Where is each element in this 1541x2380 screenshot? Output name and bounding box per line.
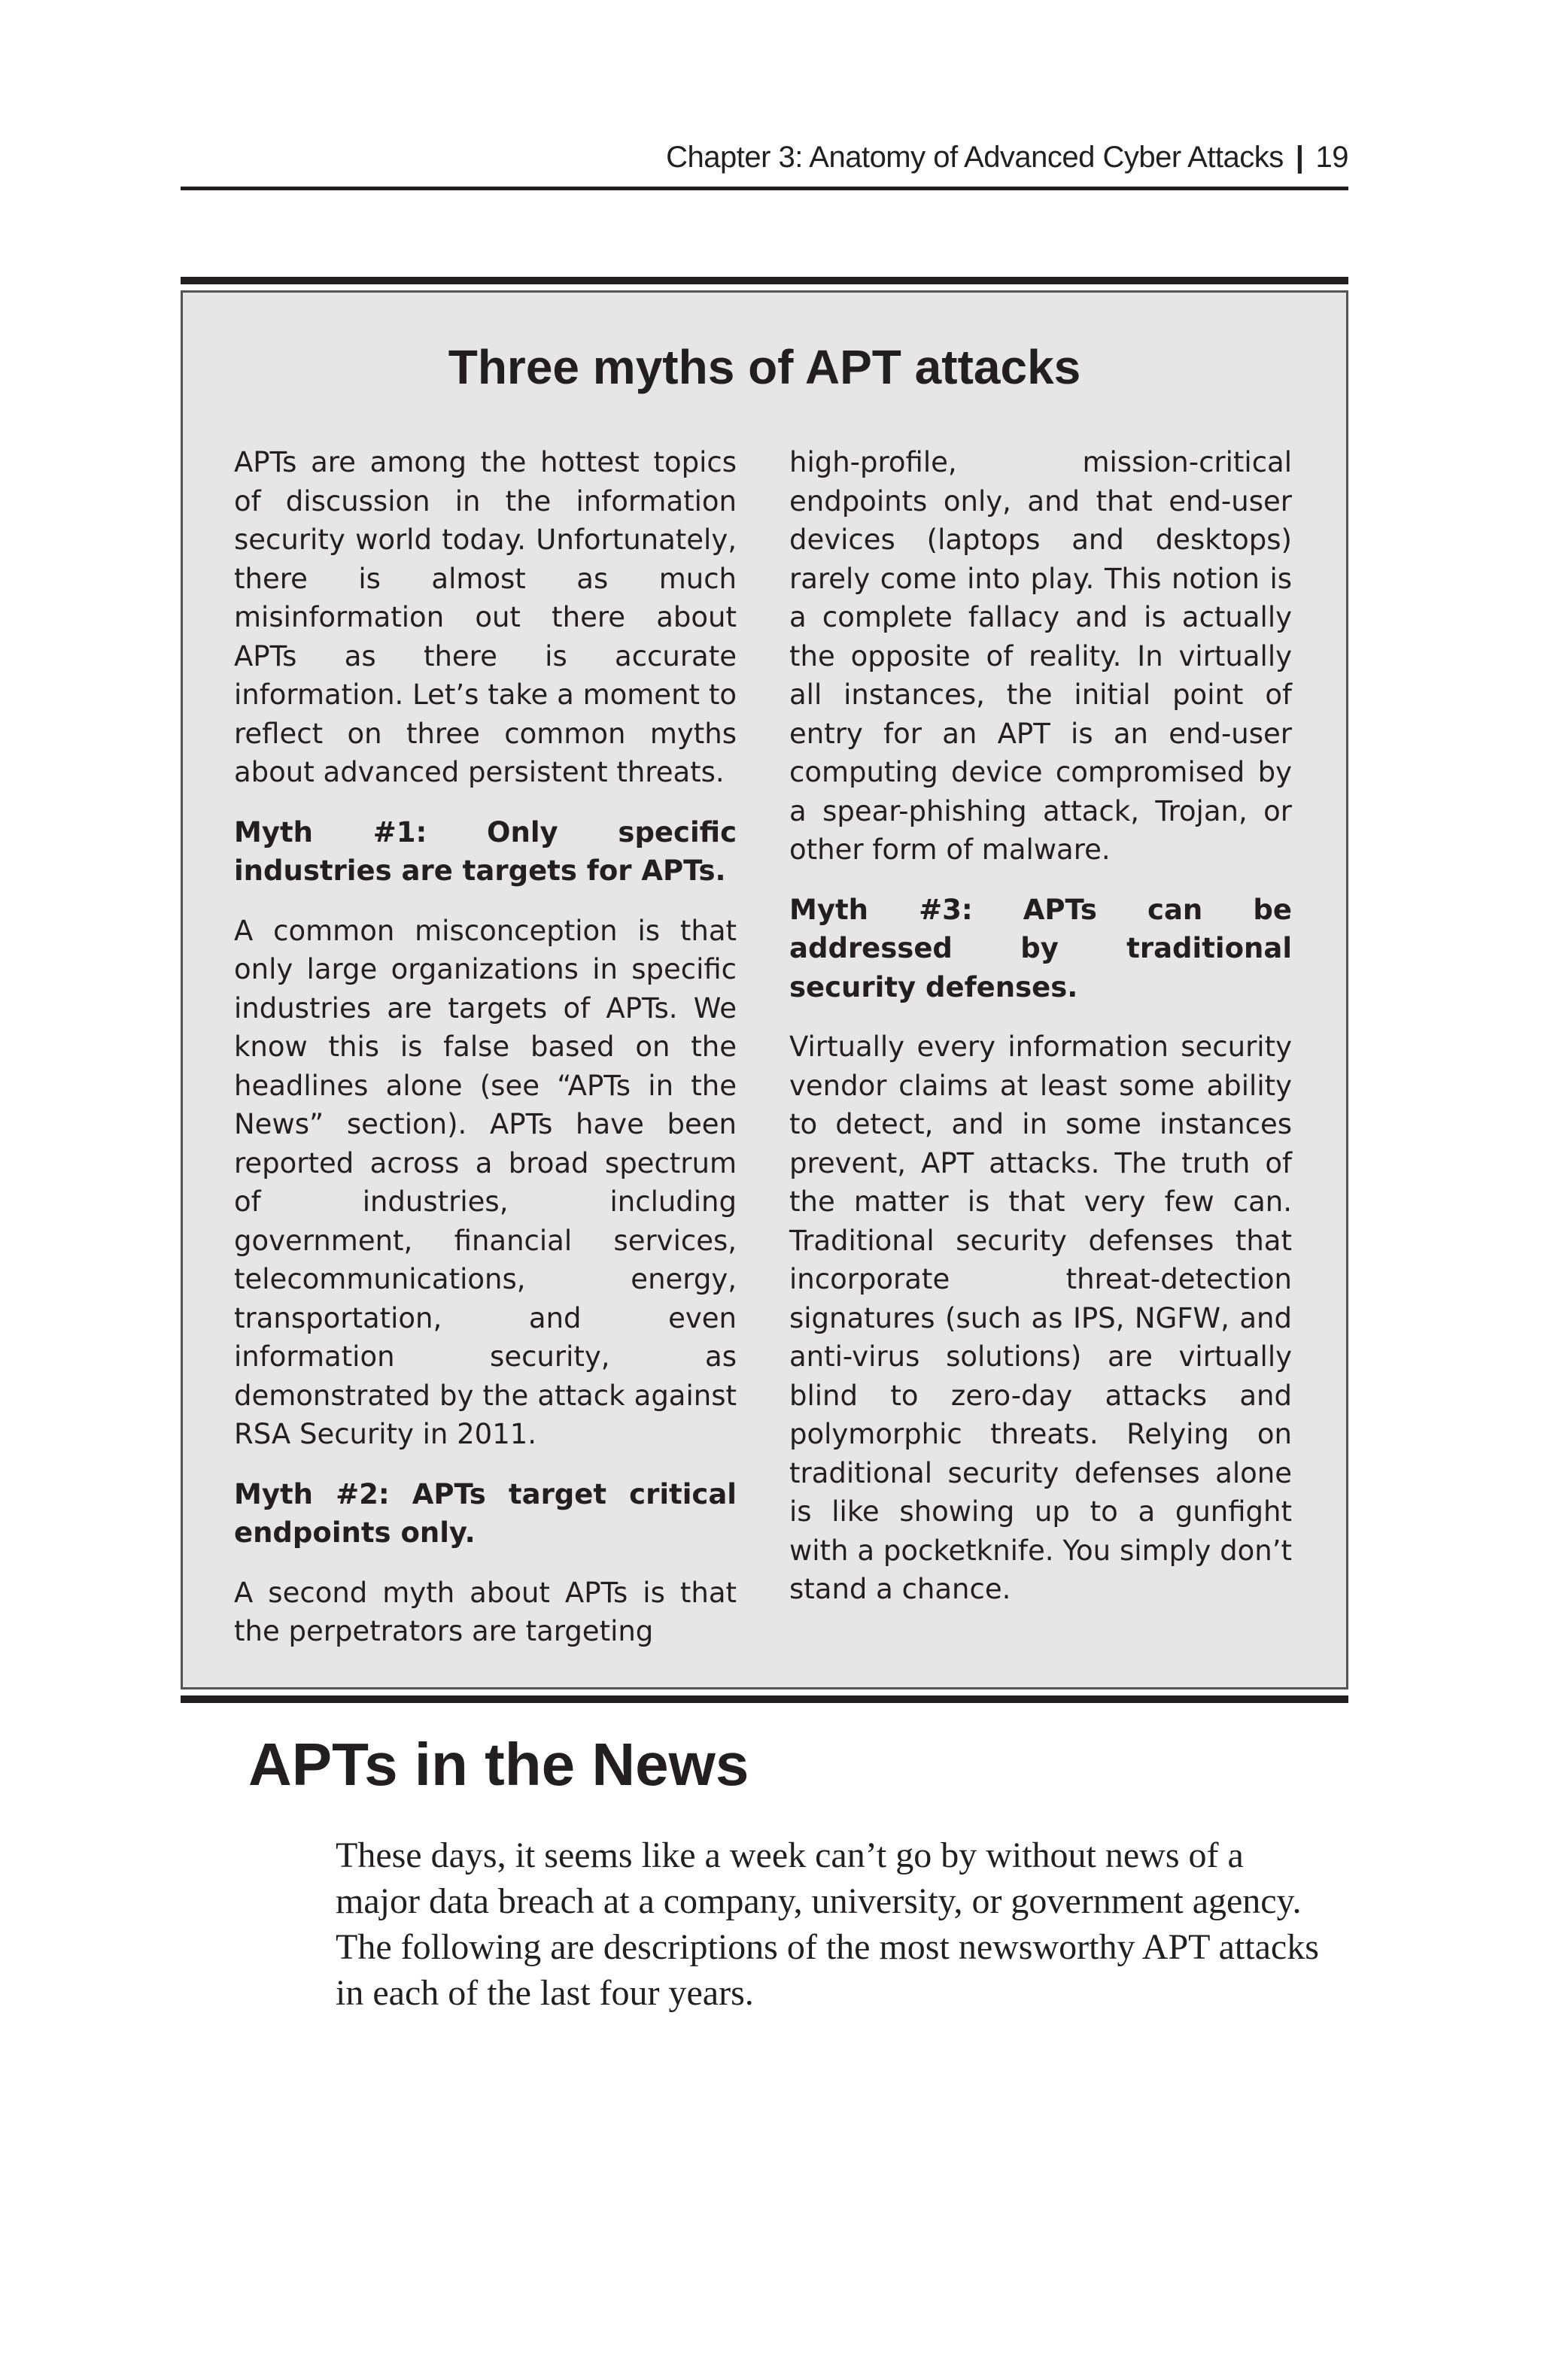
sidebar-box	[181, 277, 1348, 1703]
section-paragraph: These days, it seems like a week can’t go by without news of a major data breach at a company, university, or government agency. The following are descriptions of the most newsworthy APT attacks in each of the last four years.	[336, 1835, 1319, 2013]
myth-3-text: Virtually every information security vendor claims at least some ability to detect, and in some instances prevent, APT attacks. The truth of the matter is that very few can. Traditional security defenses that incorporate threat-detection signatures (such as IPS, NGFW, and anti-virus solutions) are virtually blind to zero-day attacks and polymorphic threats. Relying on traditional security defenses alone is like showing up to a gunfight with a pocketknife. You simply don’t stand a chance.	[789, 1031, 1292, 1605]
myth-1-text: A common misconception is that only large organizations in specific industries are targets of APTs. We know this is false based on the headlines alone (see “APTs in the News” section). APTs have been reported across a broad spectrum of industries, including government, financial services, telecommunications, energy, transportation, and even information security, as demonstrated by the attack against RSA Security in 2011.	[234, 914, 737, 1450]
page-number: 19	[1315, 140, 1348, 174]
section-heading: APTs in the News	[248, 1731, 749, 1798]
myth-2-heading: Myth #2: APTs target critical endpoints only.	[234, 1477, 737, 1549]
myth-1-heading: Myth #1: Only specific industries are targets for APTs.	[234, 815, 737, 887]
chapter-title: Chapter 3: Anatomy of Advanced Cyber Attacks	[666, 140, 1284, 174]
running-header	[181, 128, 1348, 190]
myth-2-text-part-1: A second myth about APTs is that the perpetrators are targeting	[234, 1576, 737, 1647]
myth-2-text: high-profile, mission-critical endpoints only, and that end-user devices (laptops and desktops) rarely come into play. This notion is a complete fallacy and is actually the opposite of reality. In virtually all instances, the initial point of entry for an APT is an end-user computing device compromised by a spear-phishing attack, Trojan, or other form of malware.	[789, 446, 1292, 866]
header-separator: |	[1295, 140, 1304, 174]
sidebar-panel	[181, 290, 1348, 1689]
sidebar-title: Three myths of APT attacks	[448, 340, 1081, 394]
sidebar-column-left	[234, 443, 737, 1651]
myth-3-heading: Myth #3: APTs can be addressed by traditional security defenses.	[789, 893, 1292, 1003]
sidebar-column-right	[789, 443, 1292, 1630]
sidebar-intro: APTs are among the hottest topics of discussion in the information security world today. Unfortunately, there is almost as much misinformation out there about APTs as there is accurate information. Let’s take a moment to reflect on three common myths about advanced persistent threats.	[234, 446, 737, 788]
